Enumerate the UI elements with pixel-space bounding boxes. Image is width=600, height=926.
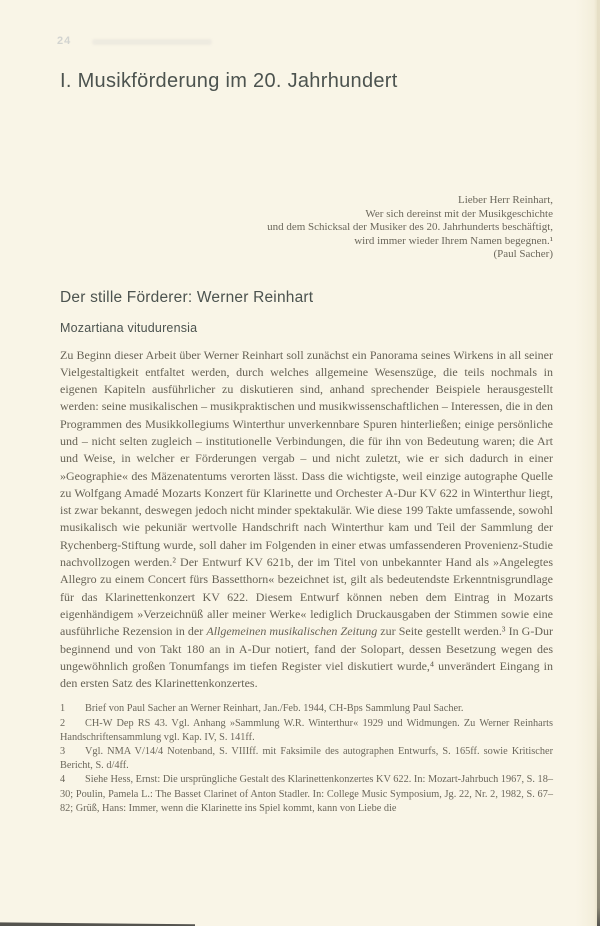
footnote-text: Vgl. NMA V/14/4 Notenband, S. VIIIff. mit Faksimile des autographen Entwurfs, S. 165ff. sowie Kritischer Bericht, S. d/4ff. xyxy=(60,746,553,772)
footnote-number: 2 xyxy=(60,717,66,729)
epigraph-attribution: (Paul Sacher) xyxy=(493,248,553,260)
footnote-text: Siehe Hess, Ernst: Die ursprüngliche Gestalt des Klarinettenkonzertes KV 622. In: Mozart-Jahrbuch 1967, S. 18–30; Poulin, Pamela L.: The Basset Clarinet of Anton Stadler. In: College Music Symposium, Jg. 22, Nr. 2, 1982, S. 67–82; Grüß, Hans: Immer, wenn die Klarinette ins Spiel kommt, kann von Liebe die xyxy=(60,774,553,814)
footnotes-block xyxy=(60,702,553,816)
body-paragraph xyxy=(60,347,553,693)
footnote-number: 4 xyxy=(60,774,66,786)
body-text-italic-journal-title: Allgemeinen musikalischen Zeitung xyxy=(206,624,378,639)
section-heading: Der stille Förderer: Werner Reinhart xyxy=(60,288,314,306)
chapter-title: I. Musikförderung im 20. Jahrhundert xyxy=(60,70,398,92)
showthrough-page-number: 24 xyxy=(57,35,72,47)
epigraph-line: und dem Schicksal der Musiker des 20. Jahrhunderts beschäftigt, xyxy=(267,221,553,233)
footnote-number: 1 xyxy=(60,703,66,715)
body-text: zur Seite gestellt werden.³ In G-Dur beginnend und von Takt 180 an in A-Dur notiert, fand der Solopart, dessen Besetzung wegen des ungewöhnlich großen Tonumfangs im tiefen Register viel diskutiert wurde,⁴ unverändert Eingang in den ersten Satz des Klarinettenkonzertes. xyxy=(60,624,554,691)
body-text: Zu Beginn dieser Arbeit über Werner Reinhart soll zunächst ein Panorama seines Wirkens in all seiner Vielgestaltigkeit entfaltet werden, durch welches allgemeine Wesenszüge, die teils nochmals in eigenen Kapiteln ausführlicher zu diskutieren sind, anhand sprechender Beispiele herausgestellt werden: seine musikalischen – musikpraktischen und musikwissenschaftlichen – Interessen, die in den Programmen des Musikkollegiums Winterthur unverkennbare Spuren hinterließen; einige persönliche und – nicht selten zugleich – institutionelle Verbindungen, die für ihn von Bedeutung waren; die Art und Weise, in welcher er Förderungen vergab – und nicht zuletzt, wie er sich dadurch in einer »Geographie« des Mäzenatentums verorten lässt. Dass die wichtigste, weil einzige autographe Quelle zu Wolfgang Amadé Mozarts Konzert für Klarinette und Orchester A-Dur KV 622 in Winterthur liegt, ist zwar bekannt, deswegen jedoch nicht minder spektakulär. Wie diese 199 Takte umfassende, sowohl musikalisch wie pekuniär wertvolle Handschrift nach Winterthur kam und Teil der Sammlung der Rychenberg-Stiftung wurde, soll daher im Folgenden in einer etwas umfassenderen Provenienz-Studie nachvollzogen werden.² Der Entwurf KV 621b, der im Titel von unbekannter Hand als »Angelegtes Allegro zu einem Concert fürs Bassetthorn« bezeichnet ist, gilt als bedeutendste Erkenntnisgrundlage für das Klarinettenkonzert KV 622. Diesem Entwurf können neben dem Eintrag in Mozarts eigenhändigem »Verzeichnüß aller meiner Werke« lediglich Druckausgaben der Stimmen sowie eine ausführliche Rezension in der xyxy=(60,347,553,639)
footnote xyxy=(60,717,553,745)
footnote xyxy=(60,773,553,816)
epigraph-line: Lieber Herr Reinhart, xyxy=(458,194,553,206)
desk-edge-shadow xyxy=(0,922,195,926)
epigraph xyxy=(60,194,553,262)
footnote-text: Brief von Paul Sacher an Werner Reinhart, Jan./Feb. 1944, CH-Bps Sammlung Paul Sacher. xyxy=(85,703,464,715)
footnote-text: CH-W Dep RS 43. Vgl. Anhang »Sammlung W.R. Winterthur« 1929 und Widmungen. Zu Werner Reinharts Handschriftensammlung vgl. Kap. IV, S. 141ff. xyxy=(60,717,553,743)
subsection-heading: Mozartiana vitudurensia xyxy=(60,320,198,335)
epigraph-line: Wer sich dereinst mit der Musikgeschichte xyxy=(365,207,553,220)
footnote xyxy=(60,745,553,773)
footnote-number: 3 xyxy=(60,746,66,758)
epigraph-line: wird immer wieder Ihrem Namen begegnen.¹ xyxy=(354,234,553,247)
footnote xyxy=(60,702,553,716)
